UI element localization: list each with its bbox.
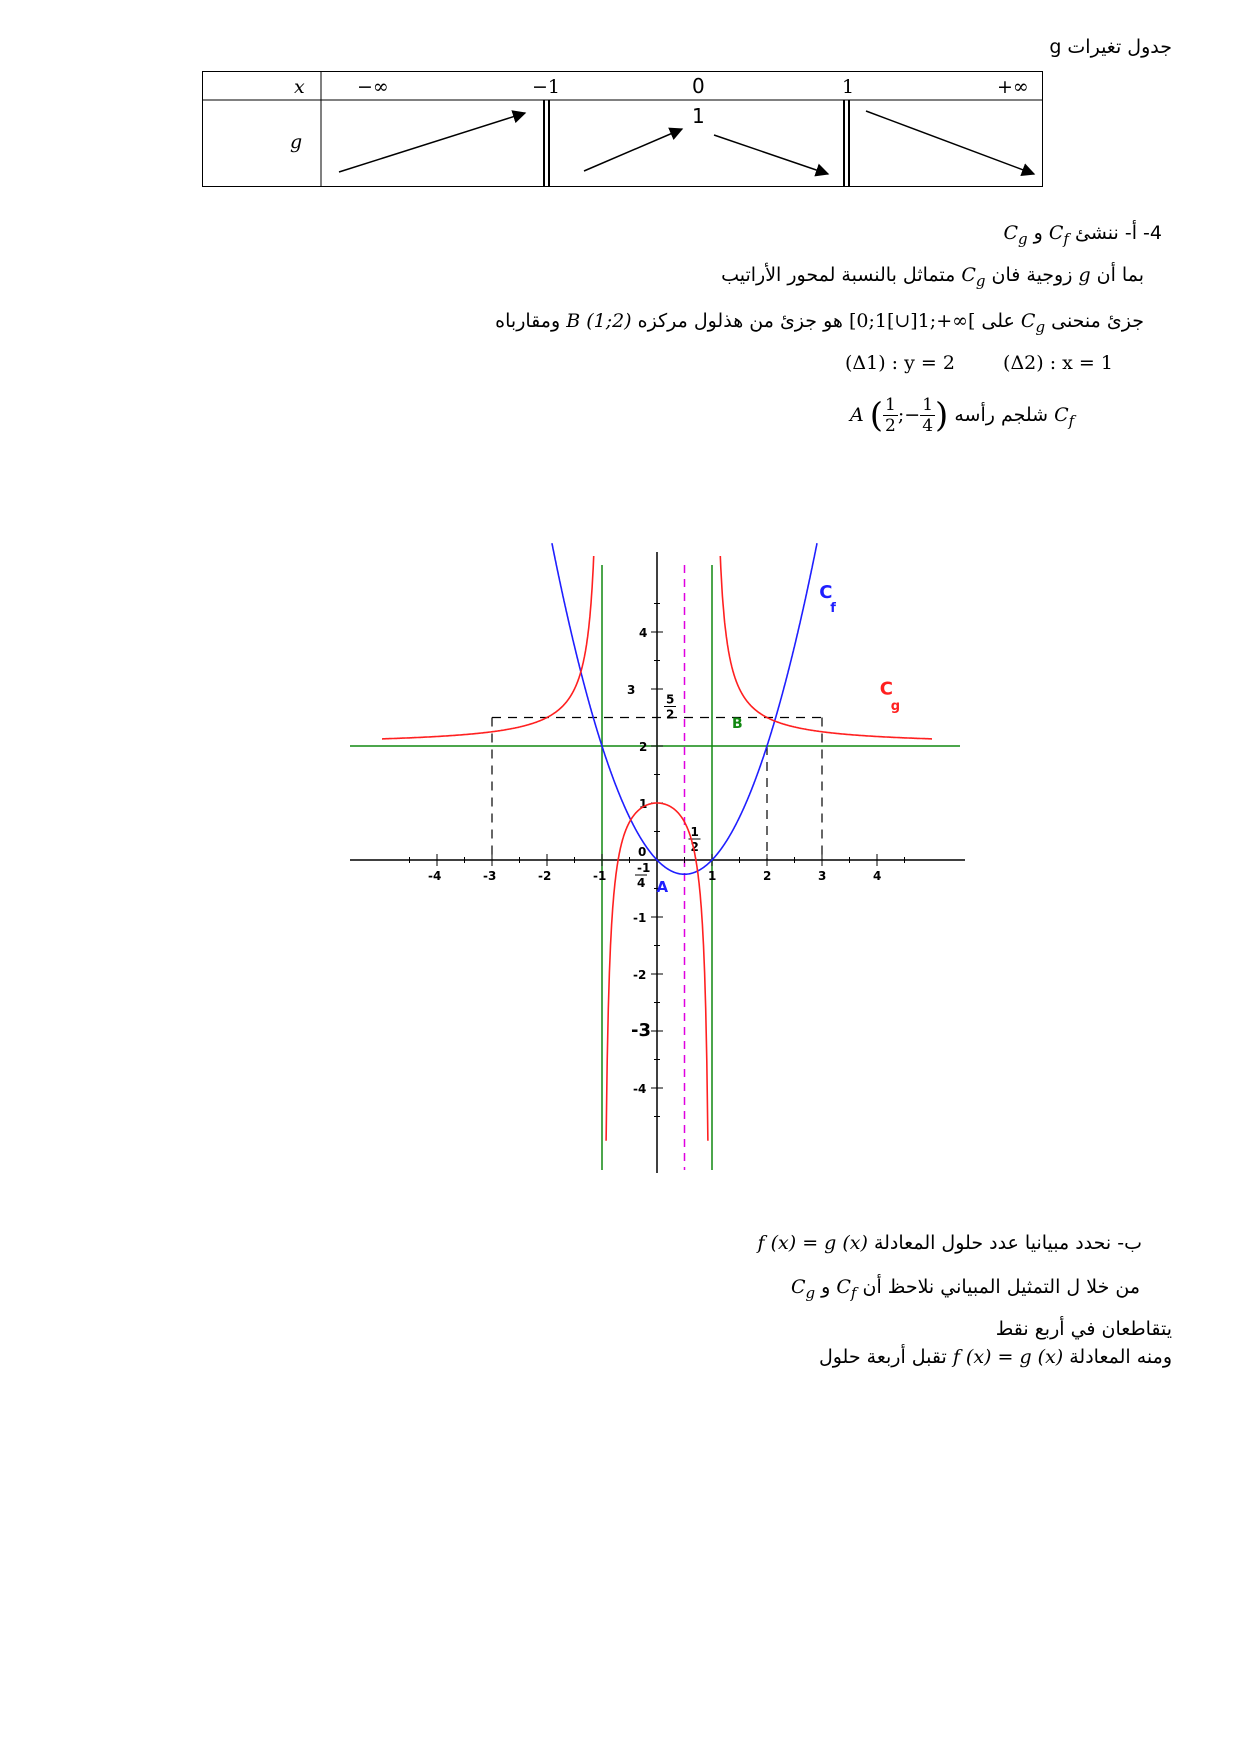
row-x-label: x (294, 76, 305, 98)
x-value-plus-inf: +∞ (997, 76, 1029, 98)
label-cf-sub: f (830, 601, 836, 617)
label-5-2-den: 2 (666, 707, 675, 722)
function-graph (345, 525, 965, 1185)
g-peak-value: 1 (692, 104, 705, 128)
label-cg: C (879, 678, 893, 700)
origin-label: 0 (638, 845, 647, 859)
y-tick-label: -1 (633, 911, 647, 925)
x-tick-label: -4 (428, 869, 442, 883)
label-5-2-num: 5 (666, 692, 675, 707)
x-tick-label: 1 (708, 869, 717, 883)
label-minus-1-4-den: 4 (637, 876, 646, 890)
part-b-line1: ب- نحدد مبيانيا عدد حلول المعادلة f (x) = g (x) (757, 1232, 1142, 1254)
asymptotes (845, 352, 1113, 374)
label-B: B (732, 716, 743, 732)
asymptote-1: (Δ1) : y = 2 (845, 352, 955, 374)
vertex-text: شلجم رأسه (954, 404, 1049, 426)
center-B: B (1;2) (566, 310, 632, 332)
y-tick-label: 2 (639, 740, 648, 754)
y-tick-label: -3 (631, 1020, 651, 1041)
variation-table (202, 71, 1043, 187)
label-A: A (656, 878, 669, 896)
x-tick-label: 4 (873, 869, 882, 883)
label-cf: C (819, 581, 833, 603)
x-tick-label: 2 (763, 869, 772, 883)
x-value-minus-inf: −∞ (357, 76, 389, 98)
x-tick-label: -1 (593, 869, 607, 883)
vertex-label: A (850, 404, 864, 426)
part-b-line3: يتقاطعان في أربع نقط (995, 1318, 1172, 1340)
y-tick-label: -2 (633, 968, 647, 982)
row-g-label: g (290, 131, 303, 153)
label-cg-sub: g (890, 699, 901, 715)
part-a-line2: جزئ منحنى $C_g$ على [0;1[∪]1;+∞[ هو جزئ من هذلول مركزه B (1;2) ومقارباه (495, 310, 1144, 336)
x-tick-label: -2 (538, 869, 552, 883)
part-b-line4: ومنه المعادلة f (x) = g (x) تقبل أربعة حلول (818, 1346, 1172, 1368)
label-1-2-num: 1 (690, 825, 699, 839)
x-tick-label: 3 (818, 869, 827, 883)
y-tick-label: 4 (639, 626, 648, 640)
curve-cg-left (382, 556, 594, 739)
y-tick-label: 1 (639, 797, 648, 811)
asymptote-2: (Δ2) : x = 1 (1003, 352, 1113, 374)
part-a-heading: 4- أ- ننشئ $C_f$ و $C_g$ (1003, 222, 1162, 248)
y-tick-label: -4 (633, 1082, 647, 1096)
part-a-line4: A ( $\frac{1}{2}$ ;− $\frac{1}{4}$ ) شلجم رأسه $C_f$ (850, 395, 1075, 436)
part-a-line1: بما أن g زوجية فان $C_g$ متماثل بالنسبة لمحور الأراتيب (721, 264, 1144, 290)
label-minus-1-4-num: -1 (637, 861, 651, 875)
table-caption: جدول تغيرات g (1049, 36, 1172, 58)
x-value-1: 1 (842, 76, 855, 98)
interval: [0;1[∪]1;+∞[ (848, 310, 976, 332)
x-value-0: 0 (692, 74, 705, 98)
x-tick-label: -3 (483, 869, 497, 883)
label-1-2-den: 2 (690, 840, 699, 854)
x-value-minus-1: −1 (532, 76, 561, 98)
part-b-line2: من خلا ل التمثيل المبياني نلاحظ أن $C_f$ و $C_g$ (790, 1276, 1140, 1302)
y-tick-label: 3 (627, 683, 636, 697)
